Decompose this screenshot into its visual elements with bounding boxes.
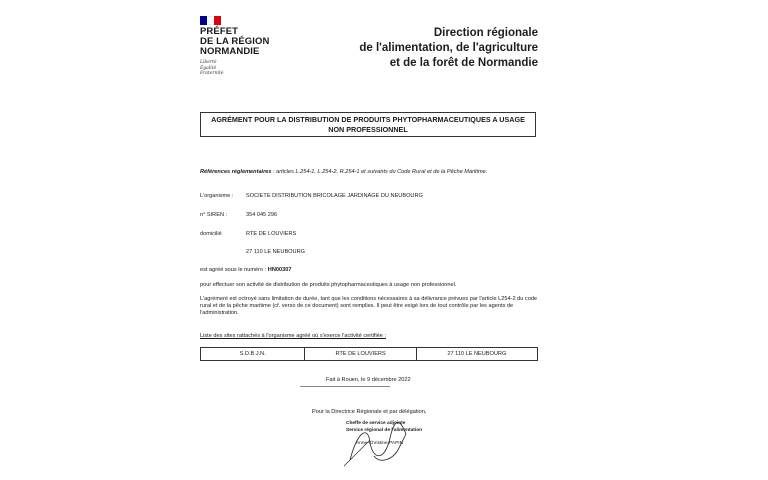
siren-label: n° SIREN : — [200, 212, 228, 218]
fait-a-rouen: Fait à Rouen, le 9 décembre 2022 — [326, 377, 411, 383]
prefet-block — [200, 27, 269, 57]
agrement-number: HN00307 — [267, 267, 292, 273]
agrement-line — [200, 267, 291, 274]
signatory-service: Service régional de l'alimentation — [346, 428, 423, 433]
site-name-cell: S.D.B.J.N. — [201, 348, 305, 361]
direction-heading — [359, 26, 538, 71]
address-line-1: RTE DE LOUVIERS — [246, 231, 297, 237]
flag-red-stripe — [214, 16, 221, 25]
organisme-label: L'organisme : — [200, 193, 234, 199]
direction-line: de l'alimentation, de l'agriculture — [359, 42, 538, 54]
title-line-2: NON PROFESSIONNEL — [328, 125, 408, 134]
regulatory-references — [200, 169, 487, 176]
devise-line: Fraternité — [200, 71, 224, 76]
document-title-box — [200, 112, 536, 137]
address-line-2: 27 110 LE NEUBOURG — [246, 249, 305, 255]
title-line-1: AGRÉMENT POUR LA DISTRIBUTION DE PRODUITS PHYTOPHARMACEUTIQUES A USAGE — [211, 115, 525, 124]
direction-line: Direction régionale — [433, 27, 538, 39]
divider — [300, 386, 390, 387]
prefet-line: NORMANDIE — [200, 46, 260, 57]
agrement-prefix: est agréé sous le numéro : — [200, 267, 268, 273]
sites-table — [200, 347, 538, 361]
prefet-line: PRÉFET — [200, 26, 239, 37]
conditions-text: L'agrément est octroyé sans limitation de durée, tant que les conditions nécessaires à sa délivrance prévues par l'article L254-2 du code rural et de la pêche maritime (cf. verso de ce document) sont remplies. Il peut être exigé lors de tout contrôle par les agents de l'administration. — [200, 296, 538, 316]
signatory-name: Anne-Christine PAPIN — [356, 441, 404, 446]
signatory-role: Cheffe de service adjointe — [346, 421, 406, 426]
organisme-value: SOCIETE DISTRIBUTION BRICOLAGE JARDINAGE DU NEUBOURG — [246, 193, 423, 199]
prefet-line: DE LA RÉGION — [200, 36, 270, 47]
references-text: : articles L.254-1, L.254-2, R.254-1 et suivants du Code Rural et de la Pêche Maritime. — [271, 169, 488, 175]
site-address-cell: RTE DE LOUVIERS — [305, 348, 416, 361]
delegation-text: Pour la Directrice Régionale et par délégation, — [312, 409, 427, 415]
siren-value: 354 045 296 — [246, 212, 278, 218]
marianne-flag-icon — [200, 16, 222, 25]
direction-line: et de la forêt de Normandie — [389, 57, 538, 69]
devise-line: Égalité — [200, 65, 217, 71]
flag-white-stripe — [207, 16, 214, 25]
flag-blue-stripe — [200, 16, 207, 25]
devise — [200, 60, 223, 77]
activite-text: pour effectuer son activité de distribution de produits phytopharmaceutiques à usage non professionnel. — [200, 282, 457, 288]
site-city-cell: 27 110 LE NEUBOURG — [416, 348, 537, 361]
domicile-label: domicilié — [200, 231, 222, 237]
sites-title: Liste des sites rattachés à l'organisme agréé où s'exerce l'activité certifiée : — [200, 333, 387, 339]
handwritten-signature — [340, 420, 423, 468]
devise-line: Liberté — [200, 60, 217, 65]
table-row — [201, 348, 538, 361]
references-label: Références réglementaires — [200, 169, 272, 175]
